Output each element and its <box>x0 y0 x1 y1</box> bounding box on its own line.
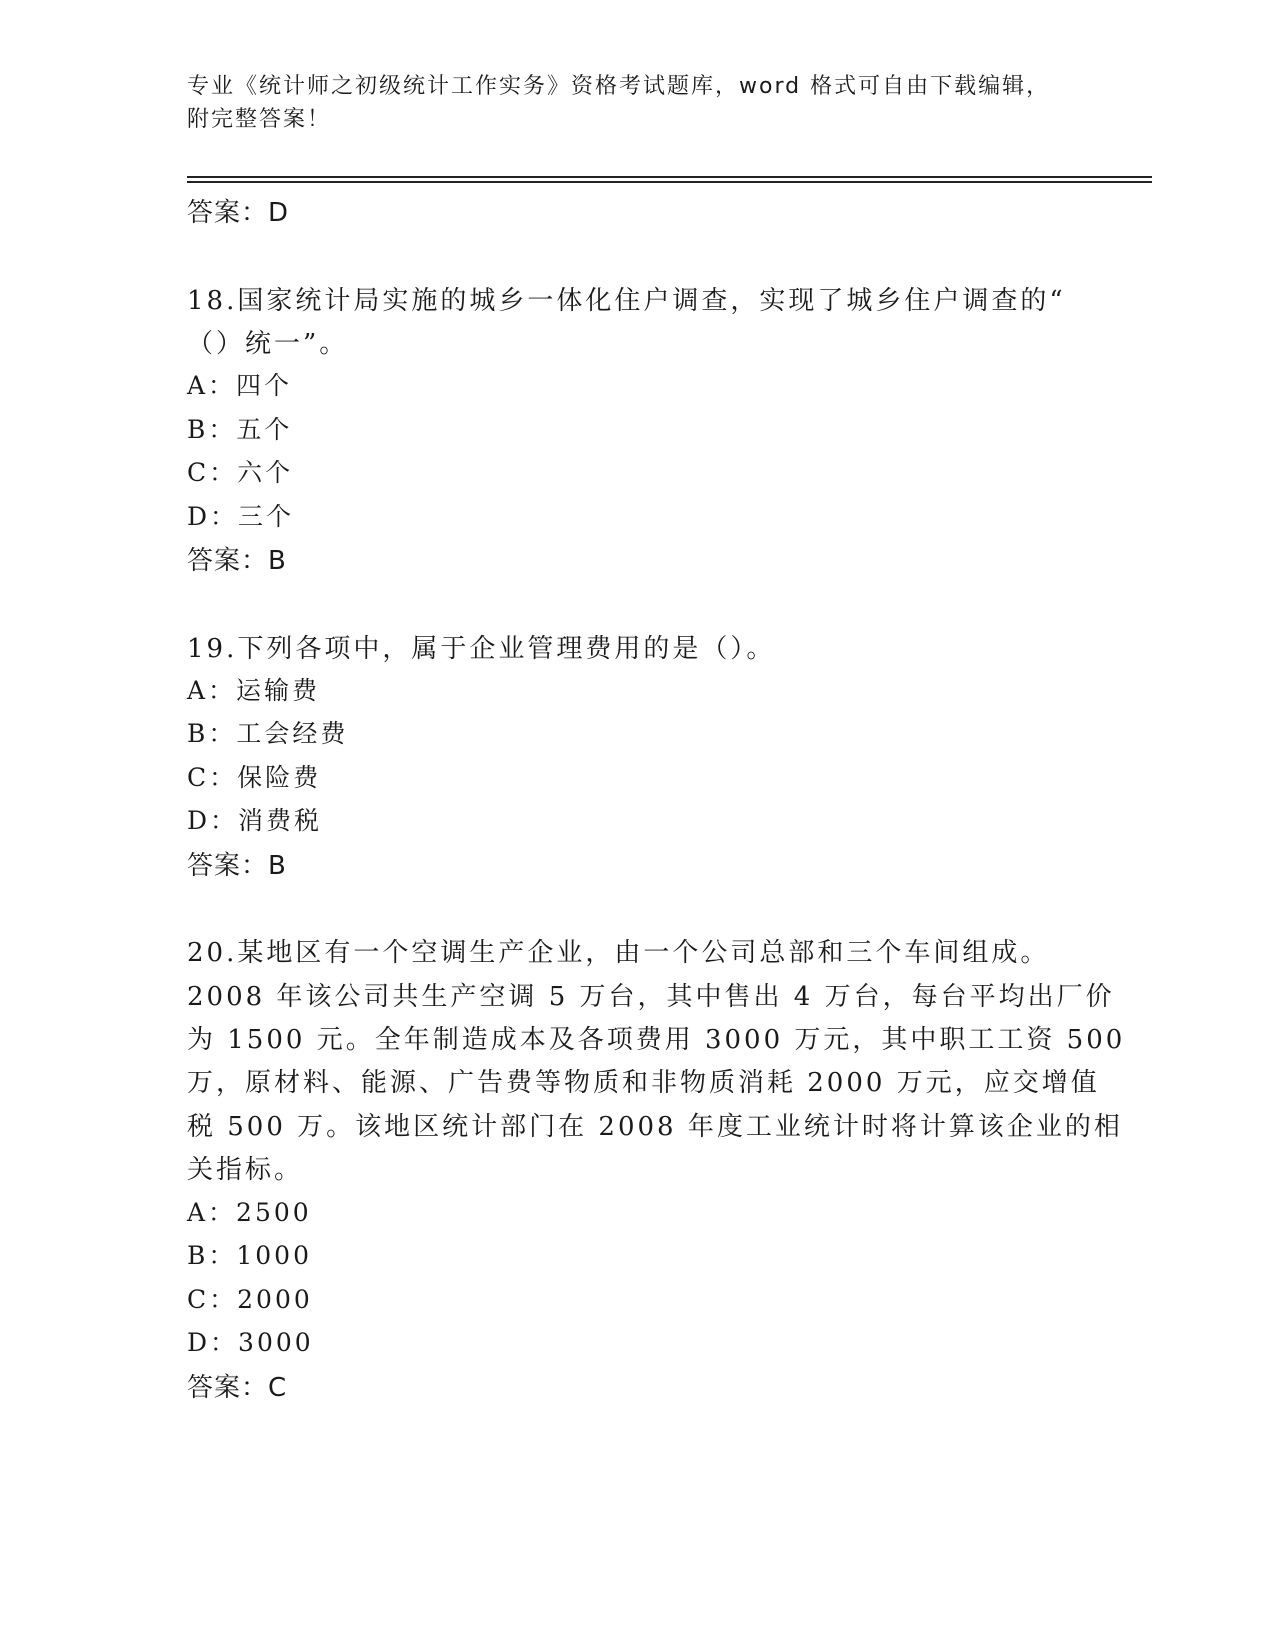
question-19-option-c: C：保险费 <box>187 763 322 792</box>
question-20-stem-line-1: 20.某地区有一个空调生产企业，由一个公司总部和三个车间组成。 <box>187 938 1050 968</box>
question-20-stem-line-3: 为 1500 元。全年制造成本及各项费用 3000 万元，其中职工工资 500 <box>187 1025 1126 1055</box>
header-divider-top <box>187 176 1152 178</box>
question-19-option-b: B：工会经费 <box>187 719 349 748</box>
question-18-option-b: B：五个 <box>187 415 293 444</box>
question-20-option-d: D：3000 <box>187 1328 314 1357</box>
question-19-answer: 答案：B <box>187 851 287 881</box>
header-line-2: 附完整答案！ <box>187 107 332 132</box>
question-19-option-a: A：运输费 <box>187 676 321 705</box>
question-20-option-c: C：2000 <box>187 1285 313 1314</box>
question-20-option-b: B：1000 <box>187 1241 312 1270</box>
question-20-answer: 答案：C <box>187 1373 288 1403</box>
question-19-stem-line-1: 19.下列各项中，属于企业管理费用的是（）。 <box>187 634 776 664</box>
question-18-stem-line-2: （）统一”。 <box>187 329 349 359</box>
header-divider-bottom <box>187 181 1152 183</box>
question-18-option-a: A：四个 <box>187 371 293 400</box>
header-line-1: 专业《统计师之初级统计工作实务》资格考试题库，word 格式可自由下载编辑， <box>187 74 1051 99</box>
question-20-stem-line-6: 关指标。 <box>187 1155 304 1185</box>
document-header <box>187 70 1067 136</box>
question-20-option-a: A：2500 <box>187 1198 312 1227</box>
question-18-stem-line-1: 18.国家统计局实施的城乡一体化住户调查，实现了城乡住户调查的“ <box>187 286 1066 316</box>
question-18-answer: 答案：B <box>187 546 287 576</box>
question-18-option-c: C：六个 <box>187 458 294 487</box>
previous-answer: 答案：D <box>187 198 290 228</box>
question-20-stem-line-4: 万，原材料、能源、广告费等物质和非物质消耗 2000 万元，应交增值 <box>187 1068 1100 1098</box>
question-20-stem-line-5: 税 500 万。该地区统计部门在 2008 年度工业统计时将计算该企业的相 <box>187 1112 1123 1142</box>
question-19-option-d: D：消费税 <box>187 806 323 835</box>
question-18-option-d: D：三个 <box>187 502 295 531</box>
question-20-stem-line-2: 2008 年该公司共生产空调 5 万台，其中售出 4 万台，每台平均出厂价 <box>187 982 1115 1012</box>
